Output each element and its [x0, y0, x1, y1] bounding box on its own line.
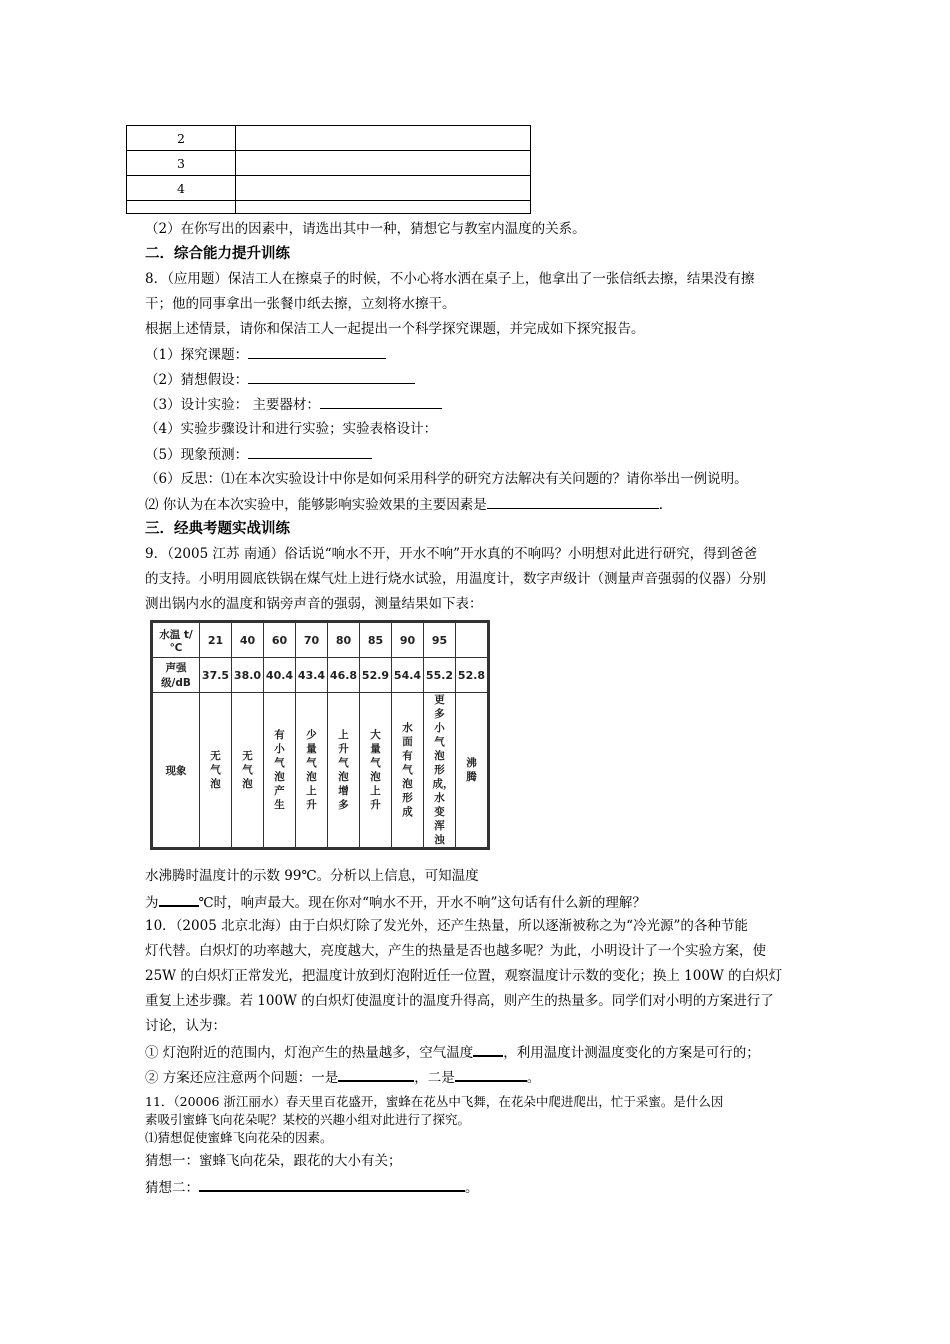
answer-blank[interactable]: [248, 369, 415, 384]
table-cell: 3: [127, 151, 236, 176]
phenomenon-cell: [392, 693, 424, 849]
sound-level-cell: 52.9: [360, 658, 392, 693]
q8-item5: [145, 444, 372, 465]
table-cell-blank: [236, 201, 531, 214]
table-cell-blank: [236, 176, 531, 201]
q9-after2-end: ℃时，响声最大。现在你对“响水不开，开水不响”这句话有什么新的理解？: [198, 895, 646, 911]
answer-blank[interactable]: [338, 1066, 414, 1082]
header-sound-level: 声强级/dB: [152, 658, 200, 693]
q11-line1: 11．（20006 浙江丽水）春天里百花盛开，蜜蜂在花丛中飞舞，在花朵中爬进爬出，忙于采蜜。是什么因: [145, 1094, 724, 1109]
q10-line7: [145, 1066, 540, 1088]
q11-line4: 猜想一：蜜蜂飞向花朵，跟花的大小有关；: [145, 1153, 402, 1169]
sound-level-cell: 55.2: [424, 658, 456, 693]
q9-line2: 的支持。小明用圆底铁锅在煤气灶上进行烧水试验，用温度计，数字声级计（测量声音强弱的仪器）分别: [145, 571, 766, 587]
temperature-cell: 85: [360, 622, 392, 658]
q9-after1: 水沸腾时温度计的示数 99℃。分析以上信息，可知温度: [145, 868, 479, 884]
q8-item7: [145, 494, 663, 515]
header-phenomenon: 现象: [152, 693, 200, 849]
q8-item6: （6）反思：⑴在本次实验设计中你是如何采用科学的研究方法解决有关问题的？请你举出一例说明。: [145, 471, 748, 487]
q11-line2: 素吸引蜜蜂飞向花朵呢？某校的兴趣小组对此进行了探究。: [145, 1112, 471, 1127]
table-row: [152, 693, 489, 849]
table-row: [127, 151, 531, 176]
sound-level-cell: 40.4: [264, 658, 296, 693]
q8-item2: [145, 369, 415, 390]
phenomenon-cell: [264, 693, 296, 849]
answer-blank[interactable]: [473, 1041, 503, 1057]
q8-item7-label: ⑵ 你认为在本次实验中，能够影响实验效果的主要因素是: [145, 497, 487, 513]
q10-line6: [145, 1041, 760, 1063]
phenomenon-cell: [456, 693, 489, 849]
q9-line1: 9．（2005 江苏 南通）俗话说“响水不开，开水不响”开水真的不响吗？小明想对此进行研究，得到爸爸: [145, 546, 758, 562]
table-row: [152, 658, 489, 693]
temperature-cell: 60: [264, 622, 296, 658]
q10-line6-start: ① 灯泡附近的范围内，灯泡产生的热量越多，空气温度: [145, 1045, 474, 1061]
q8-item5-label: （5）现象预测：: [145, 447, 249, 463]
sound-level-cell: 54.4: [392, 658, 424, 693]
q10-line7-end: 。: [526, 1070, 541, 1086]
q7-part2: （2）在你写出的因素中，请选出其中一种，猜想它与教室内温度的关系。: [145, 221, 586, 237]
temperature-cell: 70: [296, 622, 328, 658]
answer-blank[interactable]: [199, 1176, 465, 1192]
q9-after2: [145, 891, 646, 913]
sound-level-cell: 38.0: [232, 658, 264, 693]
q11-line5-start: 猜想二：: [145, 1180, 199, 1196]
q8-item3: [145, 394, 442, 415]
temperature-cell: 90: [392, 622, 424, 658]
q10-line2: 灯代替。白炽灯的功率越大，亮度越大，产生的热量是否也越多呢？为此，小明设计了一个实验方案，使: [145, 943, 766, 959]
q11-line3: ⑴猜想促使蜜蜂飞向花朵的因素。: [145, 1130, 333, 1145]
table-cell: [127, 201, 236, 214]
table-cell-blank: [236, 151, 531, 176]
sound-level-cell: 37.5: [200, 658, 232, 693]
q8-line2: 干；他的同事拿出一张餐巾纸去擦，立刻将水擦干。: [145, 296, 456, 312]
answer-blank[interactable]: [320, 394, 442, 409]
section2-title: 二．综合能力提升训练: [145, 246, 290, 262]
temperature-cell: [456, 622, 489, 658]
answer-blank[interactable]: [159, 891, 199, 907]
q8-item1: [145, 344, 386, 365]
q8-item1-label: （1）探究课题：: [145, 347, 249, 363]
q8-line3: 根据上述情景，请你和保洁工人一起提出一个科学探究课题，并完成如下探究报告。: [145, 321, 645, 337]
temperature-cell: 40: [232, 622, 264, 658]
q10-line4: 重复上述步骤。若 100W 的白炽灯使温度计的温度升得高，则产生的热量多。同学们对小明的方案进行了: [145, 993, 774, 1009]
q11-line5-end: 。: [465, 1180, 479, 1196]
phenomenon-text: 更多小气泡形成，水变浑浊: [432, 694, 454, 846]
phenomenon-cell: [424, 693, 456, 849]
q8-line1: 8．（应用题）保洁工人在擦桌子的时候，不小心将水洒在桌子上，他拿出了一张信纸去擦，结果没有擦: [145, 271, 755, 287]
table-cell-blank: [236, 126, 531, 151]
phenomenon-text: 大量气泡上升: [370, 729, 381, 811]
phenomenon-text: 沸腾: [466, 757, 477, 783]
phenomenon-text: 有小气泡产生: [274, 729, 285, 811]
table-row: [127, 176, 531, 201]
boiling-data-table: [150, 620, 490, 850]
phenomenon-text: 无气泡: [210, 750, 221, 790]
phenomenon-text: 上升气泡增多: [338, 729, 349, 811]
sound-level-cell: 46.8: [328, 658, 360, 693]
temperature-cell: 95: [424, 622, 456, 658]
temperature-cell: 21: [200, 622, 232, 658]
q9-after2-start: 为: [145, 895, 159, 911]
q10-line1: 10．（2005 北京北海）由于白炽灯除了发光外，还产生热量，所以逐渐被称之为“冷光源”的各种节能: [145, 918, 748, 934]
q9-line3: 测出锅内水的温度和锅旁声音的强弱，测量结果如下表：: [145, 596, 483, 612]
phenomenon-cell: [200, 693, 232, 849]
table-row: [152, 622, 489, 658]
q10-line3: 25W 的白炽灯正常发光，把温度计放到灯泡附近任一位置，观察温度计示数的变化；换上 100W 的白炽灯: [145, 968, 783, 984]
table-row: [127, 201, 531, 214]
answer-blank[interactable]: [248, 344, 386, 359]
q8-item7-end: .: [658, 497, 664, 513]
temperature-cell: 80: [328, 622, 360, 658]
q8-item3-label: （3）设计实验： 主要器材：: [145, 397, 320, 413]
q8-item4: （4）实验步骤设计和进行实验；实验表格设计：: [145, 421, 438, 437]
q10-line5: 讨论，认为：: [145, 1018, 226, 1034]
header-temperature: 水温 t/℃: [152, 622, 200, 658]
phenomenon-cell: [328, 693, 360, 849]
answer-blank[interactable]: [487, 494, 659, 509]
table-row: [127, 126, 531, 151]
phenomenon-cell: [296, 693, 328, 849]
sound-level-cell: 52.8: [456, 658, 489, 693]
q10-line6-end: ，利用温度计测温度变化的方案是可行的；: [503, 1045, 760, 1061]
q8-item2-label: （2）猜想假设：: [145, 372, 249, 388]
table-cell: 2: [127, 126, 236, 151]
phenomenon-cell: [360, 693, 392, 849]
q10-line7-mid: ，二是: [414, 1070, 455, 1086]
q11-line5: [145, 1176, 479, 1198]
phenomenon-text: 无气泡: [242, 750, 253, 790]
table-cell: 4: [127, 176, 236, 201]
phenomenon-cell: [232, 693, 264, 849]
section3-title: 三．经典考题实战训练: [145, 521, 290, 537]
answer-blank[interactable]: [248, 444, 372, 459]
factors-table: [126, 125, 531, 214]
sound-level-cell: 43.4: [296, 658, 328, 693]
answer-blank[interactable]: [455, 1066, 527, 1082]
phenomenon-text: 少量气泡上升: [306, 729, 317, 811]
q10-line7-start: ② 方案还应注意两个问题：一是: [145, 1070, 339, 1086]
phenomenon-text: 水面有气泡形成: [402, 722, 413, 818]
